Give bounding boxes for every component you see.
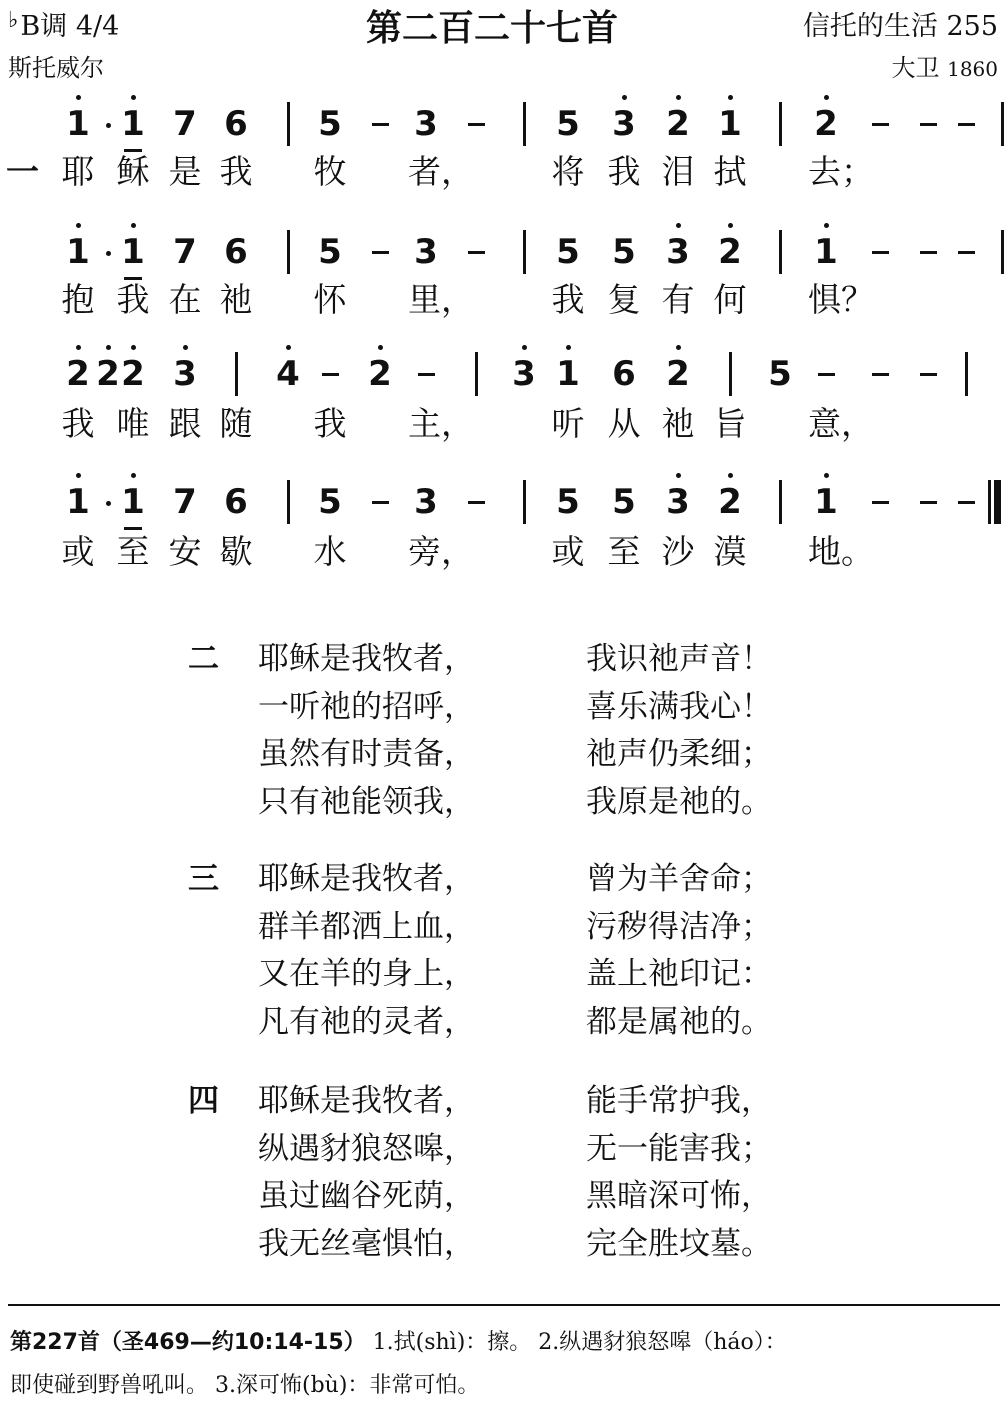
note	[604, 482, 644, 522]
lyric-syllable: 或	[61, 532, 95, 571]
lyric-syllable: 水	[313, 532, 347, 571]
stanza-number: 二	[188, 641, 219, 677]
octave-dot	[76, 345, 81, 350]
note	[113, 354, 153, 394]
lyric-syllable: 抱	[61, 280, 95, 319]
stanza-line-second-half: 完全胜坟墓。	[586, 1225, 772, 1262]
octave-dot	[622, 95, 627, 100]
lyric-syllable: 者，	[408, 152, 474, 191]
octave-dot	[183, 345, 188, 350]
note	[806, 104, 846, 144]
lyric-syllable: 牧	[313, 152, 347, 191]
note	[113, 104, 153, 144]
stanza-2	[188, 636, 828, 826]
octave-dot	[522, 345, 527, 350]
lyric-syllable: 随	[219, 404, 253, 443]
key-label: B调 4/4	[20, 11, 120, 42]
lyric-syllable: 将	[551, 152, 585, 191]
composer: 斯托威尔	[8, 54, 104, 82]
lyric-syllable: 是	[168, 152, 202, 191]
notation-line-3	[0, 342, 1008, 402]
extension-dash	[372, 251, 389, 254]
note-digit: 1	[66, 104, 90, 144]
barline	[1001, 230, 1004, 274]
note-digit: 1	[556, 354, 580, 394]
barline	[779, 102, 782, 146]
stanza-line-second-half: 我原是祂的。	[586, 783, 772, 820]
extension-dash	[372, 123, 389, 126]
octave-dot	[76, 473, 81, 478]
barline	[523, 230, 526, 274]
lyric-syllable: 何	[713, 280, 747, 319]
lyric-syllable: 至	[607, 532, 641, 571]
barline	[475, 352, 478, 396]
footnote-ref: 第227首（圣469—约10:14-15）	[10, 1330, 366, 1355]
extension-dash	[468, 251, 485, 254]
octave-dot	[824, 223, 829, 228]
barline	[779, 230, 782, 274]
barline	[779, 480, 782, 524]
extension-dash	[920, 123, 937, 126]
barline	[287, 102, 290, 146]
lyric-syllable: 旁，	[408, 532, 474, 571]
octave-dot	[728, 473, 733, 478]
note-digit: 2	[96, 354, 120, 394]
note	[216, 482, 256, 522]
lyric-syllable: 复	[607, 280, 641, 319]
stanza-number: 三	[188, 861, 219, 897]
stanza-line-first-half: 耶稣是我牧者，	[258, 861, 475, 897]
lyric-syllable: 至	[116, 532, 150, 571]
note	[113, 482, 153, 522]
barline	[523, 102, 526, 146]
note	[406, 232, 446, 272]
verse-number: 一	[6, 152, 39, 191]
notation-line-2	[0, 220, 1008, 280]
note-digit: 1	[121, 104, 145, 144]
octave-dot	[286, 345, 291, 350]
lyric-syllable: 有	[661, 280, 695, 319]
extension-dash	[818, 373, 835, 376]
note	[604, 104, 644, 144]
extension-dash	[872, 373, 889, 376]
lyric-syllable: 听	[551, 404, 585, 443]
lyric-syllable: 从	[607, 404, 641, 443]
lyric-syllable: 旨	[713, 404, 747, 443]
barline	[988, 480, 991, 524]
lyric-syllable: 我	[313, 404, 347, 443]
note	[165, 104, 205, 144]
octave-dot	[566, 345, 571, 350]
author	[891, 48, 998, 83]
lyric-syllable: 里，	[408, 280, 474, 319]
octave-dot	[131, 345, 136, 350]
lyric-syllable: 漠	[713, 532, 747, 571]
stanza-line-first-half: 又在羊的身上，	[258, 956, 475, 992]
note-digit: 6	[224, 232, 248, 272]
stanza-line-first-half: 耶稣是我牧者，	[258, 641, 475, 677]
extension-dash	[468, 123, 485, 126]
stanza-number: 四	[188, 1083, 219, 1119]
note-digit: 2	[666, 104, 690, 144]
stanza-4	[188, 1078, 828, 1268]
lyric-syllable: 我	[607, 152, 641, 191]
note-digit: 3	[414, 104, 438, 144]
lyric-syllable: 耶	[61, 152, 95, 191]
note-digit: 5	[556, 104, 580, 144]
note	[165, 232, 205, 272]
note-digit: 2	[814, 104, 838, 144]
lyric-syllable: 沙	[661, 532, 695, 571]
note	[58, 232, 98, 272]
lyric-syllable: 意，	[808, 404, 874, 443]
stanza-line-second-half: 祂声仍柔细；	[586, 736, 772, 772]
note	[806, 482, 846, 522]
note-digit: 5	[612, 482, 636, 522]
lyric-syllable: 我	[116, 280, 150, 319]
extension-dash	[872, 251, 889, 254]
extension-dash	[418, 373, 435, 376]
note-digit: 6	[612, 354, 636, 394]
note	[658, 354, 698, 394]
note-digit: 2	[718, 232, 742, 272]
note-digit: 1	[66, 232, 90, 272]
lyric-syllable: 在	[168, 280, 202, 319]
author-year: 1860	[947, 57, 998, 81]
lyric-syllable: 去；	[808, 152, 874, 191]
extension-dash	[322, 373, 339, 376]
note	[710, 104, 750, 144]
footnote-line-1	[10, 1325, 787, 1356]
note	[548, 354, 588, 394]
stanza-line-first-half: 虽过幽谷死荫，	[258, 1178, 475, 1214]
note-digit: 1	[718, 104, 742, 144]
stanza-line-second-half: 我识祂声音！	[586, 641, 772, 677]
octave-dot	[676, 473, 681, 478]
stanza-line-first-half: 只有祂能领我，	[258, 783, 475, 820]
hymn-title: 第二百二十七首	[366, 8, 619, 49]
stanza-line-first-half: 一听祂的招呼，	[258, 688, 475, 725]
note	[806, 232, 846, 272]
extension-dash	[872, 501, 889, 504]
augmentation-dot	[106, 251, 111, 256]
barline	[287, 480, 290, 524]
note	[504, 354, 544, 394]
note	[310, 232, 350, 272]
lyric-syllable: 拭	[713, 152, 747, 191]
octave-dot	[676, 223, 681, 228]
footnote-line-2: 即使碰到野兽吼叫。 3.深可怖(bù)：非常可怕。	[10, 1373, 480, 1398]
note	[406, 104, 446, 144]
augmentation-dot	[106, 501, 111, 506]
flat-sign: ♭	[8, 8, 19, 33]
octave-dot	[131, 95, 136, 100]
barline	[523, 480, 526, 524]
octave-dot	[824, 95, 829, 100]
note-digit: 7	[173, 104, 197, 144]
augmentation-dot	[106, 123, 111, 128]
notation-line-1	[0, 92, 1008, 152]
lyric-syllable: 地。	[808, 532, 874, 571]
barline	[287, 230, 290, 274]
section-label: 信托的生活 255	[802, 11, 998, 42]
note	[268, 354, 308, 394]
note	[165, 354, 205, 394]
final-barline	[994, 480, 1001, 524]
lyric-syllable: 跟	[168, 404, 202, 443]
note-digit: 5	[318, 104, 342, 144]
note	[710, 232, 750, 272]
note-digit: 2	[121, 354, 145, 394]
note	[360, 354, 400, 394]
octave-dot	[106, 345, 111, 350]
note-digit: 5	[556, 482, 580, 522]
stanza-line-second-half: 黑暗深可怖，	[586, 1178, 772, 1214]
note-digit: 7	[173, 232, 197, 272]
note-digit: 3	[612, 104, 636, 144]
extension-dash	[872, 123, 889, 126]
note-digit: 2	[666, 354, 690, 394]
note-digit: 5	[768, 354, 792, 394]
note	[58, 482, 98, 522]
note	[406, 482, 446, 522]
octave-dot	[728, 223, 733, 228]
note-digit: 2	[718, 482, 742, 522]
note	[548, 104, 588, 144]
note	[216, 232, 256, 272]
extension-dash	[920, 251, 937, 254]
octave-dot	[131, 473, 136, 478]
note-digit: 5	[612, 232, 636, 272]
octave-dot	[676, 345, 681, 350]
lyric-syllable: 我	[551, 280, 585, 319]
note	[310, 104, 350, 144]
lyric-syllable: 惧？	[808, 280, 874, 319]
stanza-line-second-half: 都是属祂的。	[586, 1003, 772, 1040]
note	[760, 354, 800, 394]
stanza-line-second-half: 盖上祂印记：	[586, 956, 772, 992]
octave-dot	[76, 223, 81, 228]
note-digit: 6	[224, 482, 248, 522]
note	[58, 104, 98, 144]
note	[710, 482, 750, 522]
note-digit: 3	[512, 354, 536, 394]
note	[548, 482, 588, 522]
stanza-line-first-half: 我无丝毫惧怕，	[258, 1225, 475, 1262]
lyric-syllable: 唯	[116, 404, 150, 443]
note-digit: 1	[814, 232, 838, 272]
note	[658, 104, 698, 144]
extension-dash	[920, 501, 937, 504]
octave-dot	[824, 473, 829, 478]
notation-line-4	[0, 470, 1008, 530]
note-digit: 2	[66, 354, 90, 394]
barline	[965, 352, 968, 396]
stanza-line-second-half: 喜乐满我心！	[586, 688, 772, 725]
extension-dash	[958, 123, 975, 126]
extension-dash	[920, 373, 937, 376]
lyric-syllable: 稣	[116, 152, 150, 191]
note-digit: 5	[318, 482, 342, 522]
note-digit: 7	[173, 482, 197, 522]
footnote-text-1: 1.拭(shì)：擦。 2.纵遇豺狼怒嗥（háo）：	[372, 1330, 787, 1355]
note	[310, 482, 350, 522]
note-digit: 4	[276, 354, 300, 394]
barline	[235, 352, 238, 396]
stanza-line-first-half: 纵遇豺狼怒嗥，	[258, 1130, 475, 1167]
footnote-divider	[8, 1304, 1000, 1306]
note	[113, 232, 153, 272]
note-digit: 3	[173, 354, 197, 394]
octave-dot	[378, 345, 383, 350]
stanza-line-first-half: 凡有祂的灵者，	[258, 1003, 475, 1040]
note-digit: 5	[556, 232, 580, 272]
barline	[1001, 102, 1004, 146]
stanza-3	[188, 856, 828, 1046]
extension-dash	[958, 501, 975, 504]
lyric-syllable: 我	[61, 404, 95, 443]
lyric-syllable: 主，	[408, 404, 474, 443]
lyric-syllable: 祂	[661, 404, 695, 443]
extension-dash	[958, 251, 975, 254]
note-digit: 3	[666, 482, 690, 522]
note	[165, 482, 205, 522]
note-digit: 3	[414, 232, 438, 272]
stanza-line-second-half: 曾为羊舍命；	[586, 861, 772, 897]
lyric-syllable: 泪	[661, 152, 695, 191]
lyric-syllable: 歇	[219, 532, 253, 571]
barline	[729, 352, 732, 396]
stanza-line-first-half: 群羊都洒上血，	[258, 908, 475, 945]
note	[658, 482, 698, 522]
stanza-line-second-half: 无一能害我；	[586, 1130, 772, 1167]
octave-dot	[131, 223, 136, 228]
stanza-line-first-half: 虽然有时责备，	[258, 736, 475, 772]
note	[604, 232, 644, 272]
note-digit: 3	[666, 232, 690, 272]
note-digit: 3	[414, 482, 438, 522]
note	[604, 354, 644, 394]
octave-dot	[728, 95, 733, 100]
note-digit: 2	[368, 354, 392, 394]
note-digit: 5	[318, 232, 342, 272]
note-digit: 1	[66, 482, 90, 522]
extension-dash	[372, 501, 389, 504]
key-signature	[8, 4, 119, 43]
note	[216, 104, 256, 144]
lyric-syllable: 我	[219, 152, 253, 191]
lyric-syllable: 祂	[219, 280, 253, 319]
octave-dot	[76, 95, 81, 100]
stanza-line-first-half: 耶稣是我牧者，	[258, 1083, 475, 1119]
note	[548, 232, 588, 272]
note-digit: 1	[121, 482, 145, 522]
note-digit: 1	[814, 482, 838, 522]
note-digit: 6	[224, 104, 248, 144]
author-name: 大卫	[891, 54, 940, 82]
extension-dash	[468, 501, 485, 504]
lyric-syllable: 或	[551, 532, 585, 571]
note-digit: 1	[121, 232, 145, 272]
octave-dot	[676, 95, 681, 100]
lyric-syllable: 安	[168, 532, 202, 571]
lyric-syllable: 怀	[313, 280, 347, 319]
stanza-line-second-half: 能手常护我，	[586, 1083, 772, 1119]
note	[658, 232, 698, 272]
stanza-line-second-half: 污秽得洁净；	[586, 908, 772, 945]
